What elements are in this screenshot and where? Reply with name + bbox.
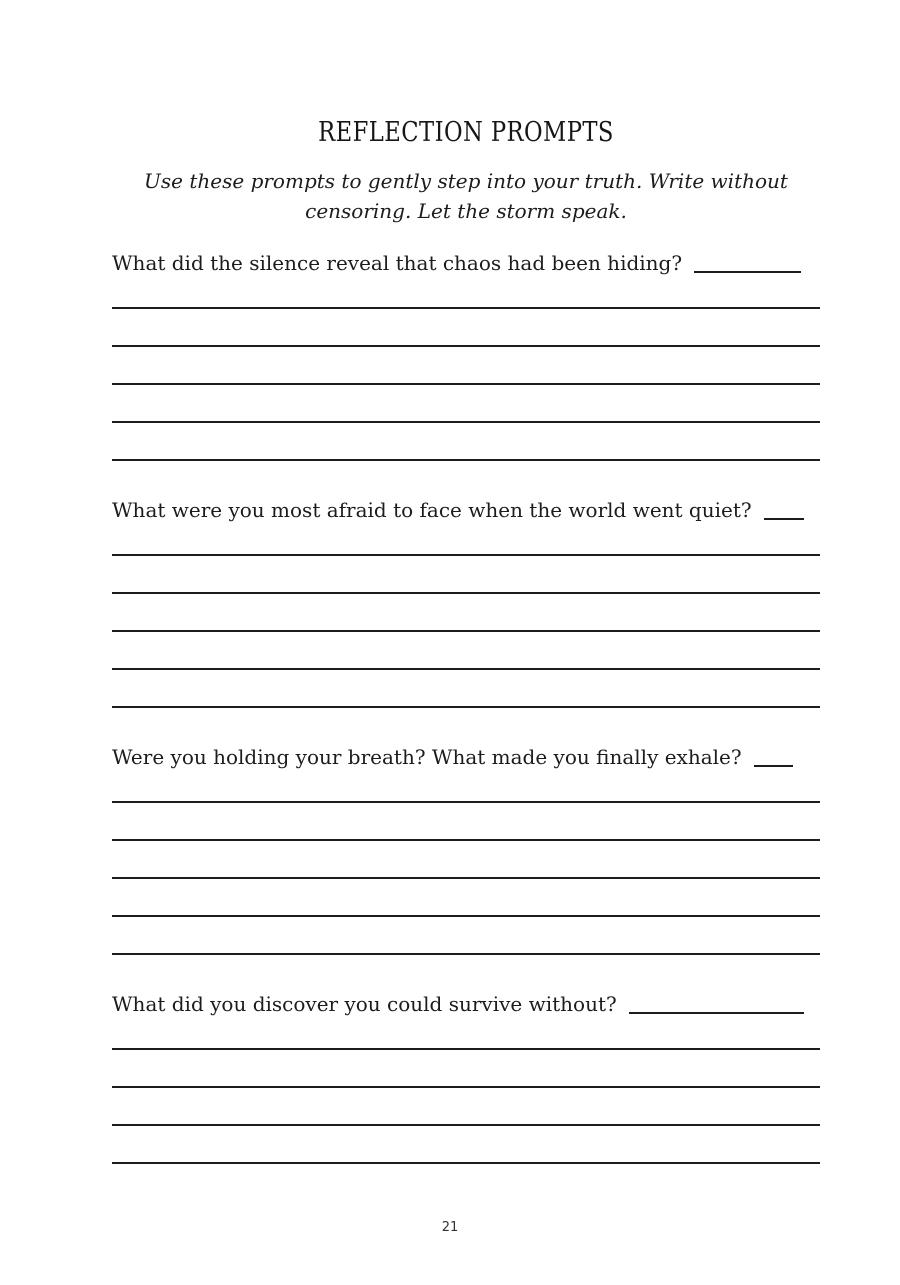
writing-lines — [112, 801, 820, 955]
question-row — [112, 250, 820, 276]
answer-line — [764, 518, 804, 520]
writing-line — [112, 1086, 820, 1088]
writing-line — [112, 668, 820, 670]
question-text: What did the silence reveal that chaos had been hiding? — [112, 251, 683, 275]
question-text: Were you holding your breath? What made you finally exhale? — [112, 745, 742, 769]
question-block-1 — [112, 250, 820, 461]
page-content — [112, 118, 820, 1164]
question-row — [112, 991, 820, 1017]
page-title-text: REFLECTION PROMPTS — [318, 117, 614, 148]
answer-line — [694, 271, 801, 273]
question-row — [112, 744, 820, 770]
writing-line — [112, 459, 820, 461]
writing-line — [112, 383, 820, 385]
question-block-4 — [112, 991, 820, 1164]
writing-line — [112, 801, 820, 803]
writing-line — [112, 953, 820, 955]
writing-line — [112, 421, 820, 423]
question-row — [112, 497, 820, 523]
subtitle-line-1: Use these prompts to gently step into your truth. Write without — [144, 169, 788, 193]
page-number: 21 — [441, 1220, 459, 1235]
question-text: What were you most afraid to face when the world went quiet? — [112, 498, 752, 522]
writing-line — [112, 1048, 820, 1050]
page-subtitle — [112, 166, 820, 226]
subtitle-line-2: censoring. Let the storm speak. — [305, 199, 627, 223]
writing-line — [112, 554, 820, 556]
writing-lines — [112, 554, 820, 708]
writing-lines — [112, 307, 820, 461]
page-title — [112, 118, 820, 148]
writing-lines — [112, 1048, 820, 1164]
answer-line — [629, 1012, 804, 1014]
writing-line — [112, 877, 820, 879]
answer-line — [754, 765, 793, 767]
writing-line — [112, 307, 820, 309]
writing-line — [112, 915, 820, 917]
writing-line — [112, 1124, 820, 1126]
question-text: What did you discover you could survive without? — [112, 992, 617, 1016]
question-block-3 — [112, 744, 820, 955]
writing-line — [112, 592, 820, 594]
writing-line — [112, 1162, 820, 1164]
writing-line — [112, 630, 820, 632]
writing-line — [112, 839, 820, 841]
writing-line — [112, 706, 820, 708]
writing-line — [112, 345, 820, 347]
question-block-2 — [112, 497, 820, 708]
